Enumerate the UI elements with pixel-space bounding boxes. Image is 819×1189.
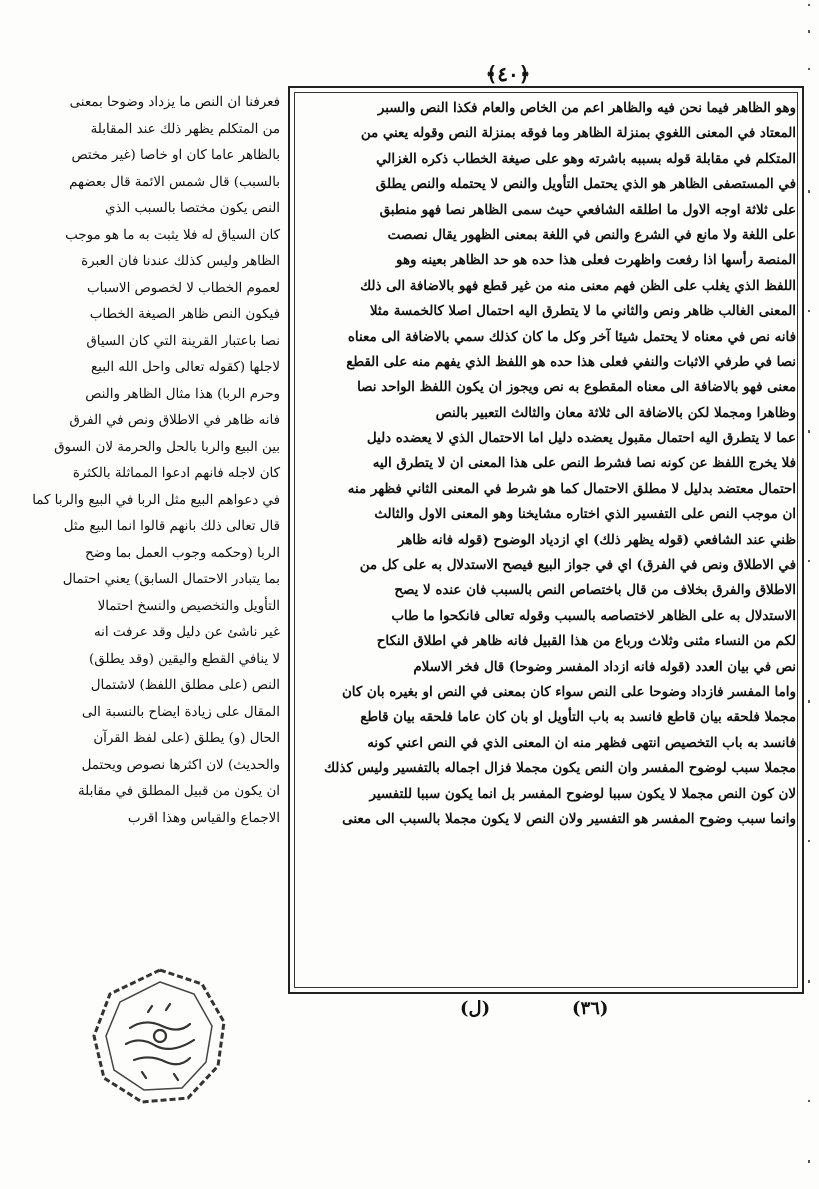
main-text-line: المعنى الغالب ظاهر ونص والثاني ما لا يتطرق اليه احتمال اصلا كالخمسة مثلا (369, 303, 796, 320)
page-edge-marks (806, 0, 812, 1189)
margin-text-line: وحرم الربا) هذا مثال الظاهر والنص (85, 386, 280, 402)
main-text-line: المنصة رأسها اذا رفعت واظهرت فعلى هذا حده هو حد الظاهر بعينه وهو (396, 252, 796, 269)
main-text-line: المعتاد في المعنى اللغوي بمنزلة الظاهر وما فوقه بمنزلة النص وقوله يعني من (360, 125, 796, 142)
main-text-line: المتكلم في مقابلة قوله بسببه باشرته وهو على صيغة الخطاب ذكره الغزالي (376, 150, 796, 167)
margin-text-line: بما يتبادر الاحتمال السابق) يعني احتمال (62, 572, 280, 587)
seal-lettering (126, 1004, 194, 1080)
margin-text-line: النص يكون مختصا بالسبب الذي (104, 201, 280, 216)
margin-commentary (32, 90, 280, 826)
main-text-line: فانسد به باب التخصيص انتهى فظهر منه ان المعنى الذي في النص اعني كونه (367, 734, 796, 751)
margin-text-line: بالسبب) قال شمس الائمة قال بعضهم (69, 174, 280, 190)
main-text-line: مجملا سبب لوضوح المفسر وان النص يكون مجملا فزال اجماله بالتفسير وليس كذلك (324, 760, 796, 777)
top-folio-number: ﴿٤٠﴾ (485, 62, 531, 86)
margin-text-line: لا ينافي القطع واليقين (وقد يطلق) (89, 651, 280, 667)
main-text-line: احتمال معتضد بدليل لا مطلق الاحتمال كما هو شرط في المعنى الثاني فظهر منه (347, 480, 796, 497)
main-text-line: نص في بيان العدد (قوله فانه ازداد المفسر وضوحا) قال فخر الاسلام (413, 658, 796, 675)
main-text-line: عما لا يتطرق اليه احتمال مقبول يعضده دليل اما الاحتمال الذي لا يعضده دليل (366, 430, 796, 447)
margin-text-line: الظاهر وليس كذلك عندنا فان العبرة (81, 254, 280, 269)
margin-text-line: فيكون النص ظاهر الصيغة الخطاب (89, 307, 280, 322)
margin-text-line: من المتكلم يظهر ذلك عند المقابلة (90, 121, 280, 137)
margin-text-line: كان لاجله فانهم ادعوا المماثلة بالكثرة (72, 466, 280, 481)
margin-text-line: فعرفنا ان النص ما يزداد وضوحا بمعنى (69, 95, 280, 110)
margin-text-line: بين البيع والربا بالحل والحرمة لان السوق (54, 439, 280, 455)
main-text-line: على ثلاثة اوجه الاول ما اطلقه الشافعي حيث سمى الظاهر نصا فهو منطبق (379, 201, 796, 218)
margin-text-line: لعموم الخطاب لا لخصوص الاسباب (86, 280, 280, 296)
margin-text-line: والحديث) لان اكثرها نصوص ويحتمل (81, 757, 280, 773)
main-text-line: في المستصفى الظاهر هو الذي يحتمل التأويل والنص لا يحتمله والنص يطلق (375, 176, 796, 193)
margin-text-line: المقال على زيادة ايضاح بالنسبة الى (81, 704, 280, 720)
main-text-block (298, 96, 796, 986)
footer-signature-mark: (ل) (460, 998, 491, 1019)
margin-text-line: فانه ظاهر في الاطلاق ونص في الفرق (69, 413, 280, 428)
footer-page-number: (٣٦) (572, 998, 609, 1019)
margin-text-line: الاجماع والقياس وهذا اقرب (127, 810, 280, 826)
main-text-line: على اللغة ولا مانع في الشرع والنص في اللغة بمعنى الظهور يقال نصصت (387, 226, 796, 243)
main-text-line: ان موجب النص على التفسير الذي اختاره مشايخنا وهو المعنى الاول والثالث (374, 506, 796, 523)
margin-text-line: غير ناشئ عن دليل وقد عرفت انه (93, 625, 280, 640)
margin-text-line: نصا باعتبار القرينة التي كان السياق (86, 333, 280, 349)
margin-text-line: الحال (و) يطلق (على لفظ القرآن (93, 731, 280, 746)
main-text-line: الاطلاق والفرق بخلاف من قال باختصاص النص بالسبب فان عنده لا يصح (394, 582, 796, 599)
margin-text-line: النص (على مطلق اللفظ) لاشتمال (90, 678, 280, 693)
library-seal (90, 966, 230, 1106)
main-text-line: في الاطلاق ونص في الفرق) اي في جواز البيع فيصح الاستدلال به على كل من (359, 557, 796, 574)
margin-text-line: التأويل والتخصيص والنسخ احتمالا (97, 598, 280, 614)
main-text-line: لكم من النساء مثنى وثلاث ورباع من هذا القبيل فانه ظاهر في اطلاق النكاح (376, 633, 796, 650)
main-text-line: وانما سبب وضوح المفسر هو التفسير ولان النص لا يكون مجملا بالسبب الى معنى (342, 810, 796, 827)
main-text-line: الاستدلال به على الظاهر لاختصاصه بالسبب وقوله تعالى فانكحوا ما طاب (391, 607, 796, 624)
main-text-line: وهو الظاهر فيما نحن فيه والظاهر اعم من الخاص والعام فكذا النص والسبر (377, 100, 796, 116)
margin-text-line: قال تعالى ذلك بانهم قالوا انما البيع مثل (63, 519, 280, 534)
margin-text-line: بالظاهر عاما كان او خاصا (غير مختص (71, 148, 280, 163)
main-text-line: واما المفسر فازداد وضوحا على النص سواء كان بمعنى في النص او بغيره بان كان (341, 683, 796, 700)
main-text-line: فلا يخرج اللفظ عن كونه نصا فشرط النص على هذا المعنى ان لا يتطرق اليه (372, 455, 796, 472)
seal-inner-border (106, 982, 212, 1090)
margin-text-line: كان السياق له فلا يثبت به ما هو موجب (65, 227, 280, 243)
margin-text-line: في دعواهم البيع مثل الربا في البيع والربا كما (32, 492, 280, 508)
margin-text-line: لاجلها (كقوله تعالى واحل الله البيع (91, 360, 280, 375)
main-text-line: اللفظ الذي يغلب على الظن فهم معنى منه من غير قطع فهو بالاضافة الى ذلك (360, 277, 796, 294)
margin-text-line: الربا (وحكمه وجوب العمل بما وضح (84, 545, 280, 561)
margin-text-line: ان يكون من قبيل المطلق في مقابلة (77, 784, 280, 799)
main-text-line: لان كون النص مجملا لا يكون سببا لوضوح المفسر بل انما يكون سببا للتفسير (369, 785, 796, 802)
main-text-line: ظني عند الشافعي (قوله يظهر ذلك) اي ازدياد الوضوح (قوله فانه ظاهر (397, 531, 796, 548)
main-text-line: نصا في طرفي الاثبات والنفي فعلى هذا حده هو اللفظ الذي يفهم منه على القطع (346, 353, 796, 370)
main-text-line: مجملا فلحقه بيان قاطع فانسد به باب التأويل او بان كان عاما فلحقه بيان قاطع (360, 709, 796, 726)
main-text-line: معنى فهو بالاضافة الى معناه المقطوع به نص ويجوز ان يكون اللفظ الواحد نصا (357, 379, 796, 396)
main-text-line: فانه نص في معناه لا يحتمل شيئا آخر وكل ما كان كذلك سمي بالاضافة الى معناه (347, 328, 796, 345)
main-text-line: وظاهرا ومجملا لكن بالاضافة الى ثلاثة معان والثالث التعبير بالنص (435, 404, 796, 421)
seal-outer-border (94, 970, 224, 1102)
